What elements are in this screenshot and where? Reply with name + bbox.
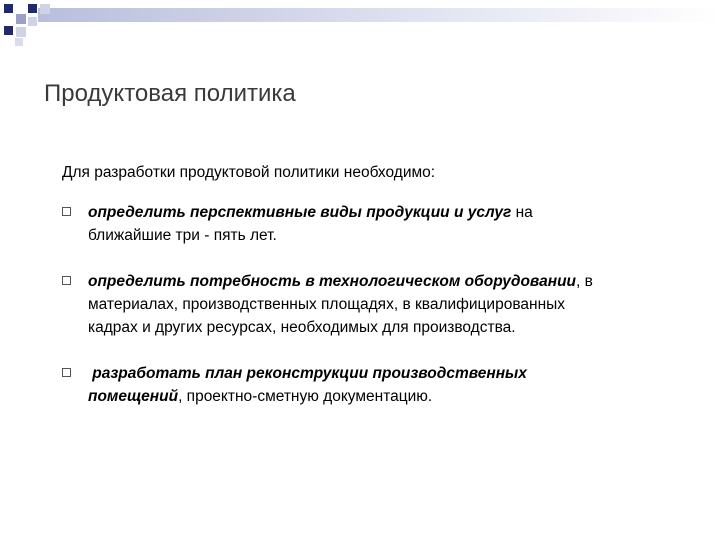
header-decoration [0,0,720,60]
bullet-line [88,201,702,224]
emphasis-text: определить потребность в технологическом оборудовании [88,273,577,290]
emphasis-text: определить перспективные виды продукции и услуг [88,204,512,221]
plain-text: , проектно-сметную документацию. [178,388,433,405]
bullet-line [88,224,702,247]
bullet-line [88,385,702,408]
bullet-line [88,316,702,339]
bullet-line [88,270,702,293]
plain-text: на [511,204,533,221]
plain-text: материалах, производственных площадях, в квалифицированных [88,296,566,313]
bullet-line [88,293,702,316]
slide-title: Продуктовая политика [44,80,296,107]
plain-text: , в [576,273,593,290]
bullet-line [88,362,702,385]
bullet-list [62,201,702,431]
bullet-item [62,201,702,247]
emphasis-text: разработать план реконструкции производственных [88,365,527,382]
square-bullet-icon [62,368,71,377]
plain-text: ближайшие три - пять лет. [88,227,277,244]
intro-text: Для разработки продуктовой политики необходимо: [62,164,436,181]
emphasis-text: помещений [88,388,179,405]
bullet-item [62,362,702,408]
square-bullet-icon [62,207,71,216]
bullet-item [62,270,702,339]
plain-text: кадрах и других ресурсах, необходимых для производства. [88,319,516,336]
square-bullet-icon [62,276,71,285]
